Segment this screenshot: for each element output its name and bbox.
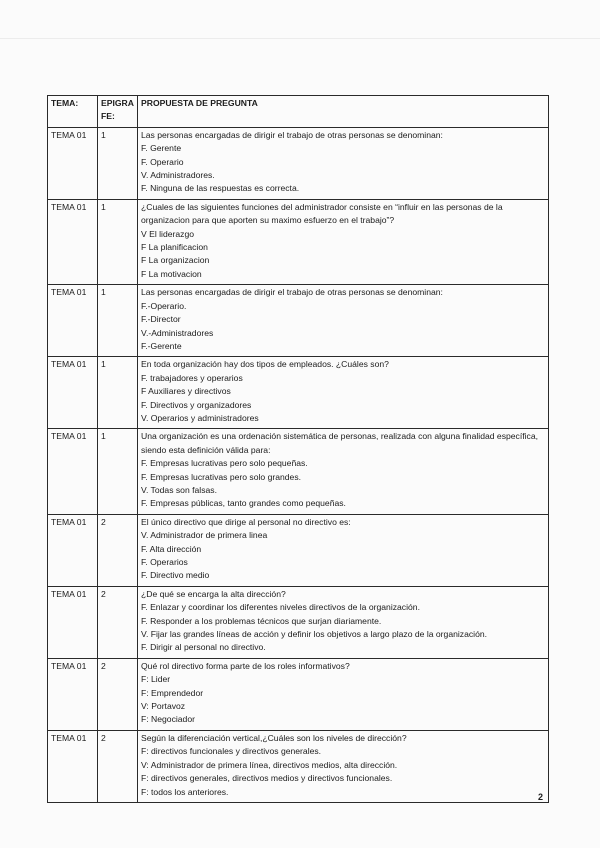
table-row <box>48 658 549 730</box>
cell-epigrafe: 1 <box>98 285 138 357</box>
cell-propuesta <box>138 586 549 658</box>
table-row <box>48 199 549 284</box>
cell-tema: TEMA 01 <box>48 285 98 357</box>
question-text: Según la diferenciación vertical,¿Cuáles son los niveles de dirección? <box>141 732 407 743</box>
answer-option: F.-Gerente <box>141 340 182 351</box>
cell-propuesta <box>138 199 549 284</box>
answer-option: V. Fijar las grandes líneas de acción y definir los objetivos a largo plazo de la organización. <box>141 629 488 640</box>
cell-epigrafe: 2 <box>98 514 138 586</box>
answer-option: F. Directivos y organizadores <box>141 399 252 410</box>
cell-tema: TEMA 01 <box>48 658 98 730</box>
answer-option: F.-Operario. <box>141 300 187 311</box>
cell-epigrafe: 1 <box>98 199 138 284</box>
answer-option: F La motivacion <box>141 268 202 279</box>
answer-option: V: Portavoz <box>141 701 186 712</box>
table-row <box>48 357 549 429</box>
answer-option: V: Administrador de primera línea, directivos medios, alta dirección. <box>141 759 398 770</box>
answer-option: F. Directivo medio <box>141 570 210 581</box>
question-text: Qué rol directivo forma parte de los roles informativos? <box>141 660 350 671</box>
answer-option: F La organizacion <box>141 255 210 266</box>
answer-option: F. Dirigir al personal no directivo. <box>141 642 266 653</box>
answer-option: F.-Director <box>141 314 181 325</box>
table-row <box>48 429 549 514</box>
scan-artifact-line <box>0 38 600 39</box>
cell-propuesta <box>138 514 549 586</box>
answer-option: F. Alta dirección <box>141 543 202 554</box>
answer-option: F: Emprendedor <box>141 687 204 698</box>
question-text: En toda organización hay dos tipos de empleados. ¿Cuáles son? <box>141 359 389 370</box>
cell-propuesta <box>138 357 549 429</box>
cell-epigrafe: 1 <box>98 429 138 514</box>
header-row <box>48 96 549 128</box>
answer-option: V El liderazgo <box>141 228 195 239</box>
cell-tema: TEMA 01 <box>48 199 98 284</box>
cell-propuesta <box>138 429 549 514</box>
question-text: Una organización es una ordenación sistemática de personas, realizada con alguna finalidad específica, siendo esta definición válida para: <box>141 431 538 455</box>
questions-table <box>47 95 549 803</box>
cell-propuesta <box>138 658 549 730</box>
cell-tema: TEMA 01 <box>48 514 98 586</box>
answer-option: F: Negociador <box>141 714 195 725</box>
question-text: ¿Cuales de las siguientes funciones del administrador consiste en “influir en las personas de la organizacion para que aporten su maximo esfuerzo en el trabajo”? <box>141 201 503 226</box>
cell-propuesta <box>138 285 549 357</box>
cell-tema: TEMA 01 <box>48 429 98 514</box>
table-row <box>48 285 549 357</box>
table-row <box>48 514 549 586</box>
table-row <box>48 730 549 802</box>
cell-epigrafe: 2 <box>98 658 138 730</box>
answer-option: F La planificacion <box>141 242 208 253</box>
answer-option: F. Empresas públicas, tanto grandes como pequeñas. <box>141 498 346 509</box>
cell-epigrafe: 2 <box>98 730 138 802</box>
answer-option: V. Todas son falsas. <box>141 484 217 495</box>
table-row <box>48 127 549 199</box>
header-epigrafe: EPIGRA FE: <box>98 96 138 128</box>
question-text: Las personas encargadas de dirigir el trabajo de otras personas se denominan: <box>141 129 443 140</box>
answer-option: F. Enlazar y coordinar los diferentes niveles directivos de la organización. <box>141 602 420 613</box>
question-text: Las personas encargadas de dirigir el trabajo de otras personas se denominan: <box>141 287 443 298</box>
page-number: 2 <box>538 792 544 802</box>
answer-option: F. Ninguna de las respuestas es correcta. <box>141 183 300 194</box>
cell-propuesta <box>138 127 549 199</box>
answer-option: F: directivos funcionales y directivos generales. <box>141 746 322 757</box>
cell-tema: TEMA 01 <box>48 127 98 199</box>
answer-option: F: Lider <box>141 674 171 685</box>
question-text: ¿De qué se encarga la alta dirección? <box>141 588 286 599</box>
answer-option: F. Empresas lucrativas pero solo grandes. <box>141 471 302 482</box>
answer-option: V. Administradores. <box>141 170 215 181</box>
answer-option: F: directivos generales, directivos medios y directivos funcionales. <box>141 773 393 784</box>
answer-option: V.-Administradores <box>141 327 214 338</box>
cell-epigrafe: 2 <box>98 586 138 658</box>
answer-option: F. Operarios <box>141 557 188 567</box>
cell-tema: TEMA 01 <box>48 730 98 802</box>
header-tema: TEMA: <box>48 96 98 128</box>
cell-tema: TEMA 01 <box>48 357 98 429</box>
header-propuesta: PROPUESTA DE PREGUNTA <box>138 96 549 128</box>
cell-propuesta <box>138 730 549 802</box>
answer-option: V. Administrador de primera linea <box>141 530 268 541</box>
table-row <box>48 586 549 658</box>
answer-option: F. Operario <box>141 156 184 167</box>
cell-epigrafe: 1 <box>98 357 138 429</box>
answer-option: F: todos los anteriores. <box>141 786 229 797</box>
answer-option: V. Operarios y administradores <box>141 412 259 423</box>
answer-option: F Auxiliares y directivos <box>141 386 231 397</box>
cell-epigrafe: 1 <box>98 127 138 199</box>
answer-option: F. Responder a los problemas técnicos que surjan diariamente. <box>141 615 382 626</box>
cell-tema: TEMA 01 <box>48 586 98 658</box>
answer-option: F. trabajadores y operarios <box>141 372 243 383</box>
question-text: El único directivo que dirige al personal no directivo es: <box>141 516 351 527</box>
answer-option: F. Gerente <box>141 143 182 154</box>
answer-option: F. Empresas lucrativas pero solo pequeñas. <box>141 458 308 469</box>
